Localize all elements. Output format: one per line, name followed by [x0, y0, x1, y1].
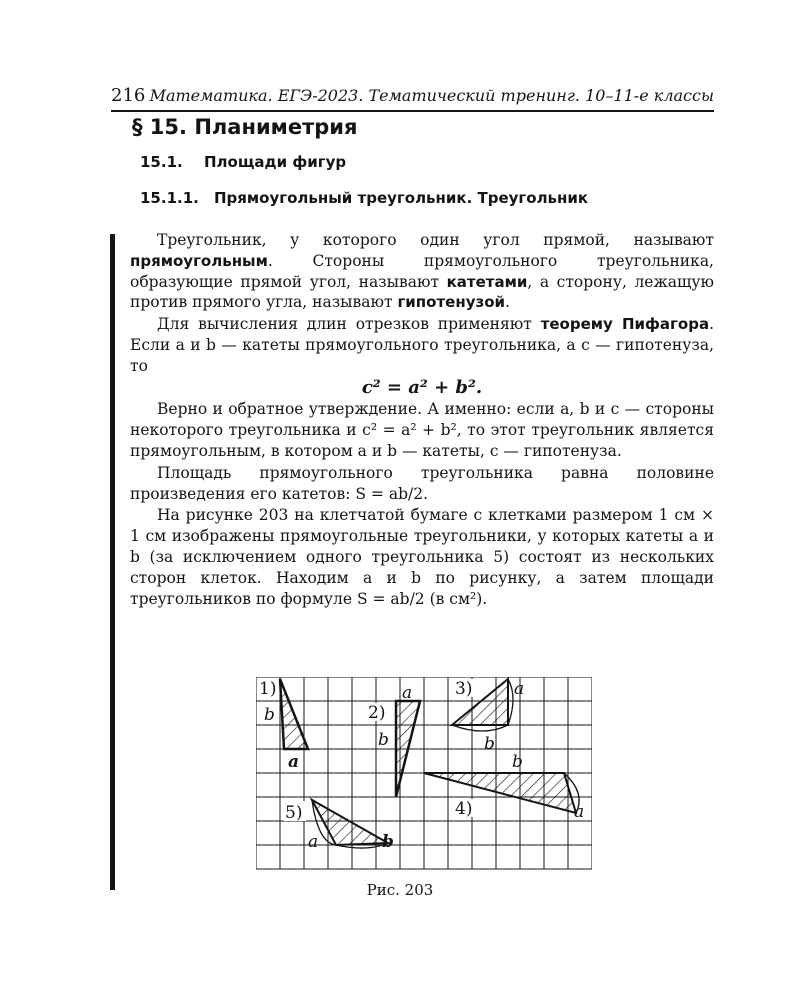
running-title: Математика. ЕГЭ-2023. Тематический тренинг. 10–11-е классы [149, 86, 714, 105]
term-pythagoras: теорему Пифагора [540, 315, 710, 334]
paragraph-figure-intro: На рисунке 203 на клетчатой бумаге с клетками размером 1 см × 1 см изображены прямоугольные треугольники, у которых катеты a и b (за исключением одного треугольника 5) состоят из нескольких сторон клеток. Находим a и b по рисунку, а затем площади треугольников по формуле S = ab/2 (в см²). [130, 506, 714, 608]
label-b2: b [378, 730, 389, 750]
subsection-number: 15.1. [140, 153, 183, 171]
pythagoras-formula: c² = a² + b². [361, 376, 483, 398]
label-a2: a [402, 683, 413, 703]
label-a3: a [514, 679, 525, 699]
label-a1: a [288, 752, 300, 772]
paragraph-area: Площадь прямоугольного треугольника равна половине произведения его катетов: S = ab/2. [130, 463, 714, 503]
subsection-title: Площади фигур [204, 153, 347, 171]
label-2: 2) [368, 703, 386, 723]
margin-bar [110, 234, 115, 890]
text-run: . Если a и b — катеты прямоугольного треугольника, а c — гипотенуза, то [130, 315, 714, 375]
section-title: § 15. Планиметрия [132, 115, 358, 139]
label-4: 4) [455, 799, 473, 819]
text-run: . Стороны прямоугольного треугольника, образующие прямой угол, называют [130, 251, 714, 291]
body-text [130, 230, 714, 609]
subsubsection-title: Прямоугольный треугольник. Треугольник [214, 189, 589, 207]
term-legs: катетами [446, 272, 528, 291]
text-run: . [505, 293, 510, 312]
paragraph-converse: Верно и обратное утверждение. А именно: если a, b и c — стороны некоторого треугольника и c² = a² + b², то этот треугольник является прямоугольным, в котором a и b — катеты, c — гипотенуза. [130, 400, 714, 460]
term-right-triangle: прямоугольным [130, 251, 268, 270]
triangle-4 [424, 773, 576, 813]
figure-caption: Рис. 203 [366, 881, 434, 899]
paragraph-definition [130, 230, 714, 313]
label-a4: a [574, 802, 585, 822]
text-run: , а сторону, лежащую против прямого угла, называют [130, 272, 714, 312]
label-b3: b [484, 734, 495, 754]
subsubsection-number: 15.1.1. [140, 189, 199, 207]
label-b5: b [382, 832, 394, 852]
label-b1: b [264, 705, 275, 725]
grid-paper [256, 677, 592, 873]
text-run: Для вычисления длин отрезков применяют [157, 315, 541, 334]
subsubsection-heading [140, 189, 588, 207]
label-a5: a [308, 832, 319, 852]
subsection-heading [140, 153, 346, 171]
label-3: 3) [455, 679, 473, 699]
triangle-5 [312, 800, 388, 845]
text-run: Треугольник, у которого один угол прямой, называют [157, 231, 714, 249]
term-hypotenuse: гипотенузой [397, 293, 506, 312]
page-number: 216 [111, 85, 146, 106]
label-5: 5) [285, 803, 303, 823]
figure-203 [256, 677, 592, 877]
header-rule [111, 110, 714, 112]
paragraph-pythagoras [130, 314, 714, 376]
label-b4: b [512, 752, 523, 772]
label-1: 1) [259, 679, 277, 699]
